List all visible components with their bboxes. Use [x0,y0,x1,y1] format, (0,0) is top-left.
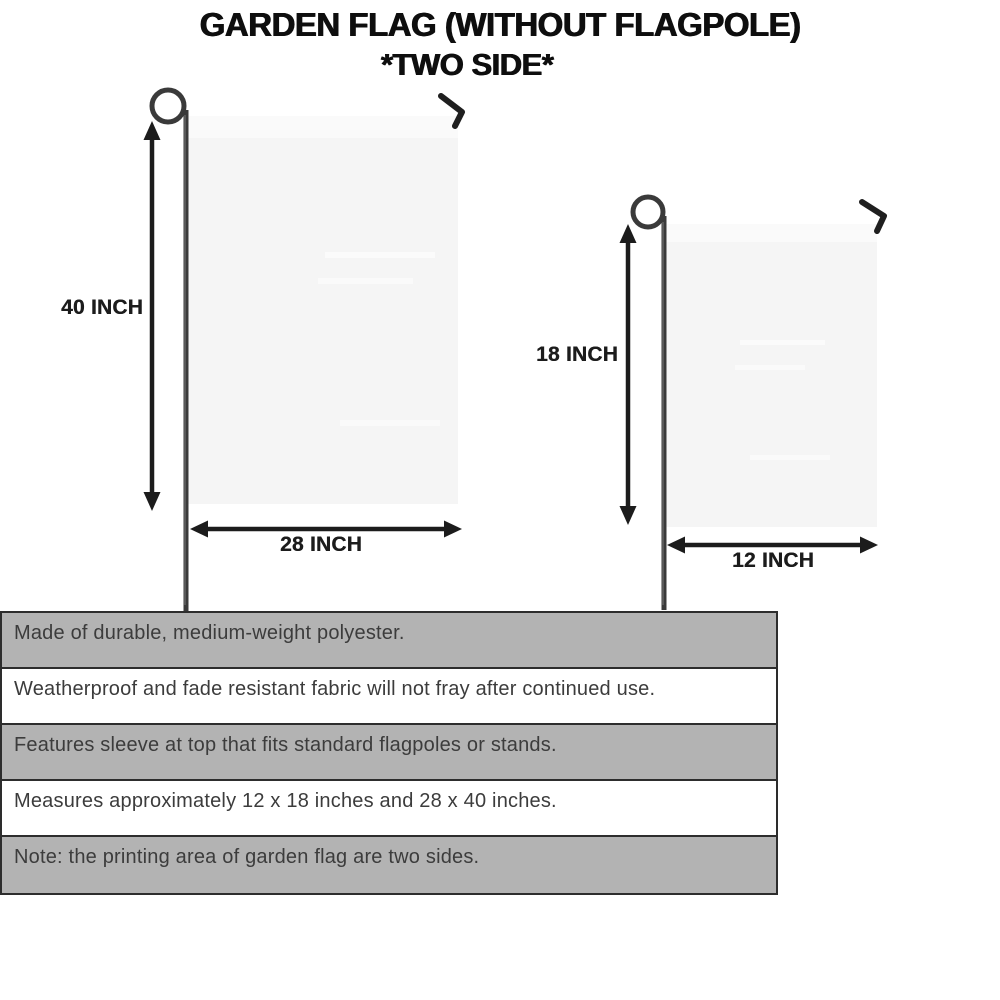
small-flagpole-loop-icon [633,197,663,227]
fabric-wrinkle [735,365,805,370]
large-flag-sleeve [188,116,458,138]
fabric-wrinkle [318,278,413,284]
fabric-wrinkle [325,252,435,258]
large-flag-height-label: 40 INCH [61,296,143,319]
fabric-wrinkle [740,340,825,345]
large-flag-fabric [188,116,458,504]
page-title: GARDEN FLAG (WITHOUT FLAGPOLE) [199,6,801,43]
feature-list [0,611,778,895]
large-flag-width-label: 28 INCH [280,533,362,556]
feature-row-material: Made of durable, medium-weight polyester. [2,613,776,669]
feature-row-measures: Measures approximately 12 x 18 inches and 28 x 40 inches. [2,781,776,837]
large-flagpole-loop-icon [152,90,184,122]
small-flag-height-label: 18 INCH [536,343,618,366]
feature-row-note: Note: the printing area of garden flag are two sides. [2,837,776,893]
feature-row-sleeve: Features sleeve at top that fits standard flagpoles or stands. [2,725,776,781]
fabric-wrinkle [750,455,830,460]
feature-row-weatherproof: Weatherproof and fade resistant fabric will not fray after continued use. [2,669,776,725]
page-subtitle: *TWO SIDE* [380,47,554,82]
small-flag-sleeve [666,224,877,242]
small-flag-fabric [666,224,877,527]
fabric-wrinkle [340,420,440,426]
small-flag-height-arrow [620,224,637,525]
small-flag-width-label: 12 INCH [732,549,814,572]
